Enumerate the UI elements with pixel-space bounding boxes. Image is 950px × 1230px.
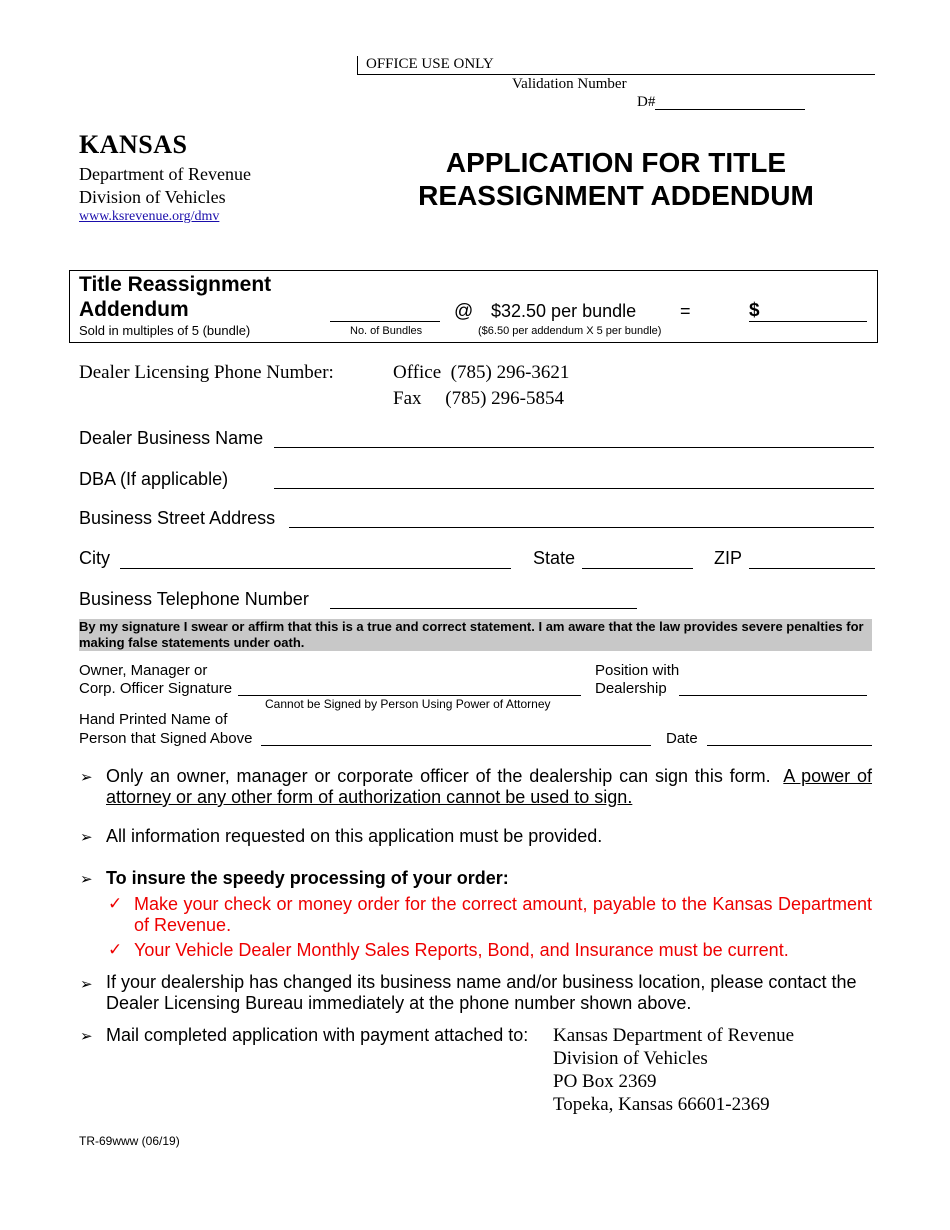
zip-input[interactable] [749,551,875,569]
owner-signature-label-2: Corp. Officer Signature [79,680,233,697]
city-input[interactable] [120,551,511,569]
total-dollar-sign: $ [749,300,760,321]
arrow-bullet-icon: ➢ [80,871,93,888]
owner-signature-label-1: Owner, Manager or [79,662,208,679]
instruction-signer-underlined: A power of attorney or any other form of authorization cannot be used to sign. [106,766,872,807]
form-number: TR-69www (06/19) [79,1134,180,1148]
price-per-bundle: $32.50 per bundle [491,301,637,321]
instruction-change: If your dealership has changed its business name and/or business location, please contact the Dealer Licensing Bureau immediately at the phone number shown above. [106,972,857,1013]
equals-sign: = [680,301,691,321]
arrow-bullet-icon: ➢ [80,769,93,786]
instruction-info: All information requested on this application must be provided. [106,826,603,846]
printed-name-input[interactable] [261,729,651,746]
position-label-1: Position with [595,662,680,679]
instruction-speedy: To insure the speedy processing of your order: [106,868,509,888]
dba-input[interactable] [274,471,874,489]
price-note: ($6.50 per addendum X 5 per bundle) [478,325,662,337]
title-line-2: REASSIGNMENT ADDENDUM [418,180,814,211]
mailing-address [553,1024,794,1116]
d-number-label: D# [637,94,656,110]
position-label-2: Dealership [595,680,667,697]
addendum-title-line-2: Addendum [79,298,189,321]
bundles-caption: No. of Bundles [350,325,423,337]
addendum-sold-note: Sold in multiples of 5 (bundle) [79,323,251,338]
date-input[interactable] [707,729,872,746]
addendum-title [79,272,271,322]
website-link[interactable]: www.ksrevenue.org/dmv [79,209,220,224]
instruction-reports: Your Vehicle Dealer Monthly Sales Reports, Bond, and Insurance must be current. [134,940,789,960]
office-use-label: OFFICE USE ONLY [366,56,494,72]
instruction-mail: Mail completed application with payment attached to: [106,1025,529,1045]
instruction-signer [106,766,872,808]
total-amount-input[interactable] [749,304,867,322]
business-name-input[interactable] [274,430,874,448]
street-label: Business Street Address [79,508,276,528]
d-number-field[interactable] [655,93,805,110]
printed-name-label-1: Hand Printed Name of [79,711,228,728]
mail-address-line-1: Kansas Department of Revenue [553,1025,795,1046]
phone-label: Dealer Licensing Phone Number: [79,362,334,383]
state-label: State [533,548,576,568]
department-name: Department of Revenue [79,164,251,184]
validation-number-label: Validation Number [512,76,627,92]
checkmark-icon: ✓ [108,894,123,913]
mail-address-line-3: PO Box 2369 [553,1071,657,1092]
division-name: Division of Vehicles [79,187,226,207]
at-symbol: @ [454,301,474,322]
mail-address-line-4: Topeka, Kansas 66601-2369 [553,1094,770,1115]
telephone-label: Business Telephone Number [79,589,309,609]
state-input[interactable] [582,551,693,569]
telephone-input[interactable] [330,591,637,609]
instruction-payment: Make your check or money order for the correct amount, payable to the Kansas Department of Revenue. [134,894,872,935]
city-label: City [79,548,110,568]
page-title [400,146,832,212]
poa-note: Cannot be Signed by Person Using Power of Attorney [265,697,551,711]
mail-address-line-2: Division of Vehicles [553,1048,708,1069]
arrow-bullet-icon: ➢ [80,829,93,846]
oath-statement: By my signature I swear or affirm that this is a true and correct statement. I am aware that the law provides severe penalties for making false statements under oath. [79,619,872,651]
fax-phone: Fax (785) 296-5854 [393,388,564,409]
arrow-bullet-icon: ➢ [80,976,93,993]
office-phone: Office (785) 296-3621 [393,362,570,383]
instruction-signer-text: Only an owner, manager or corporate officer of the dealership can sign this form. [106,766,771,786]
dba-label: DBA (If applicable) [79,469,229,489]
date-label: Date [666,730,698,747]
position-input[interactable] [679,679,867,696]
bundles-input[interactable] [330,304,440,322]
title-line-1: APPLICATION FOR TITLE [445,147,787,178]
business-name-label: Dealer Business Name [79,428,264,448]
addendum-title-line-1: Title Reassignment [79,273,272,296]
printed-name-label-2: Person that Signed Above [79,730,253,747]
street-input[interactable] [289,511,874,528]
state-name: KANSAS [79,130,188,159]
zip-label: ZIP [714,548,743,568]
arrow-bullet-icon: ➢ [80,1028,93,1045]
owner-signature-input[interactable] [238,678,581,696]
checkmark-icon: ✓ [108,940,123,959]
